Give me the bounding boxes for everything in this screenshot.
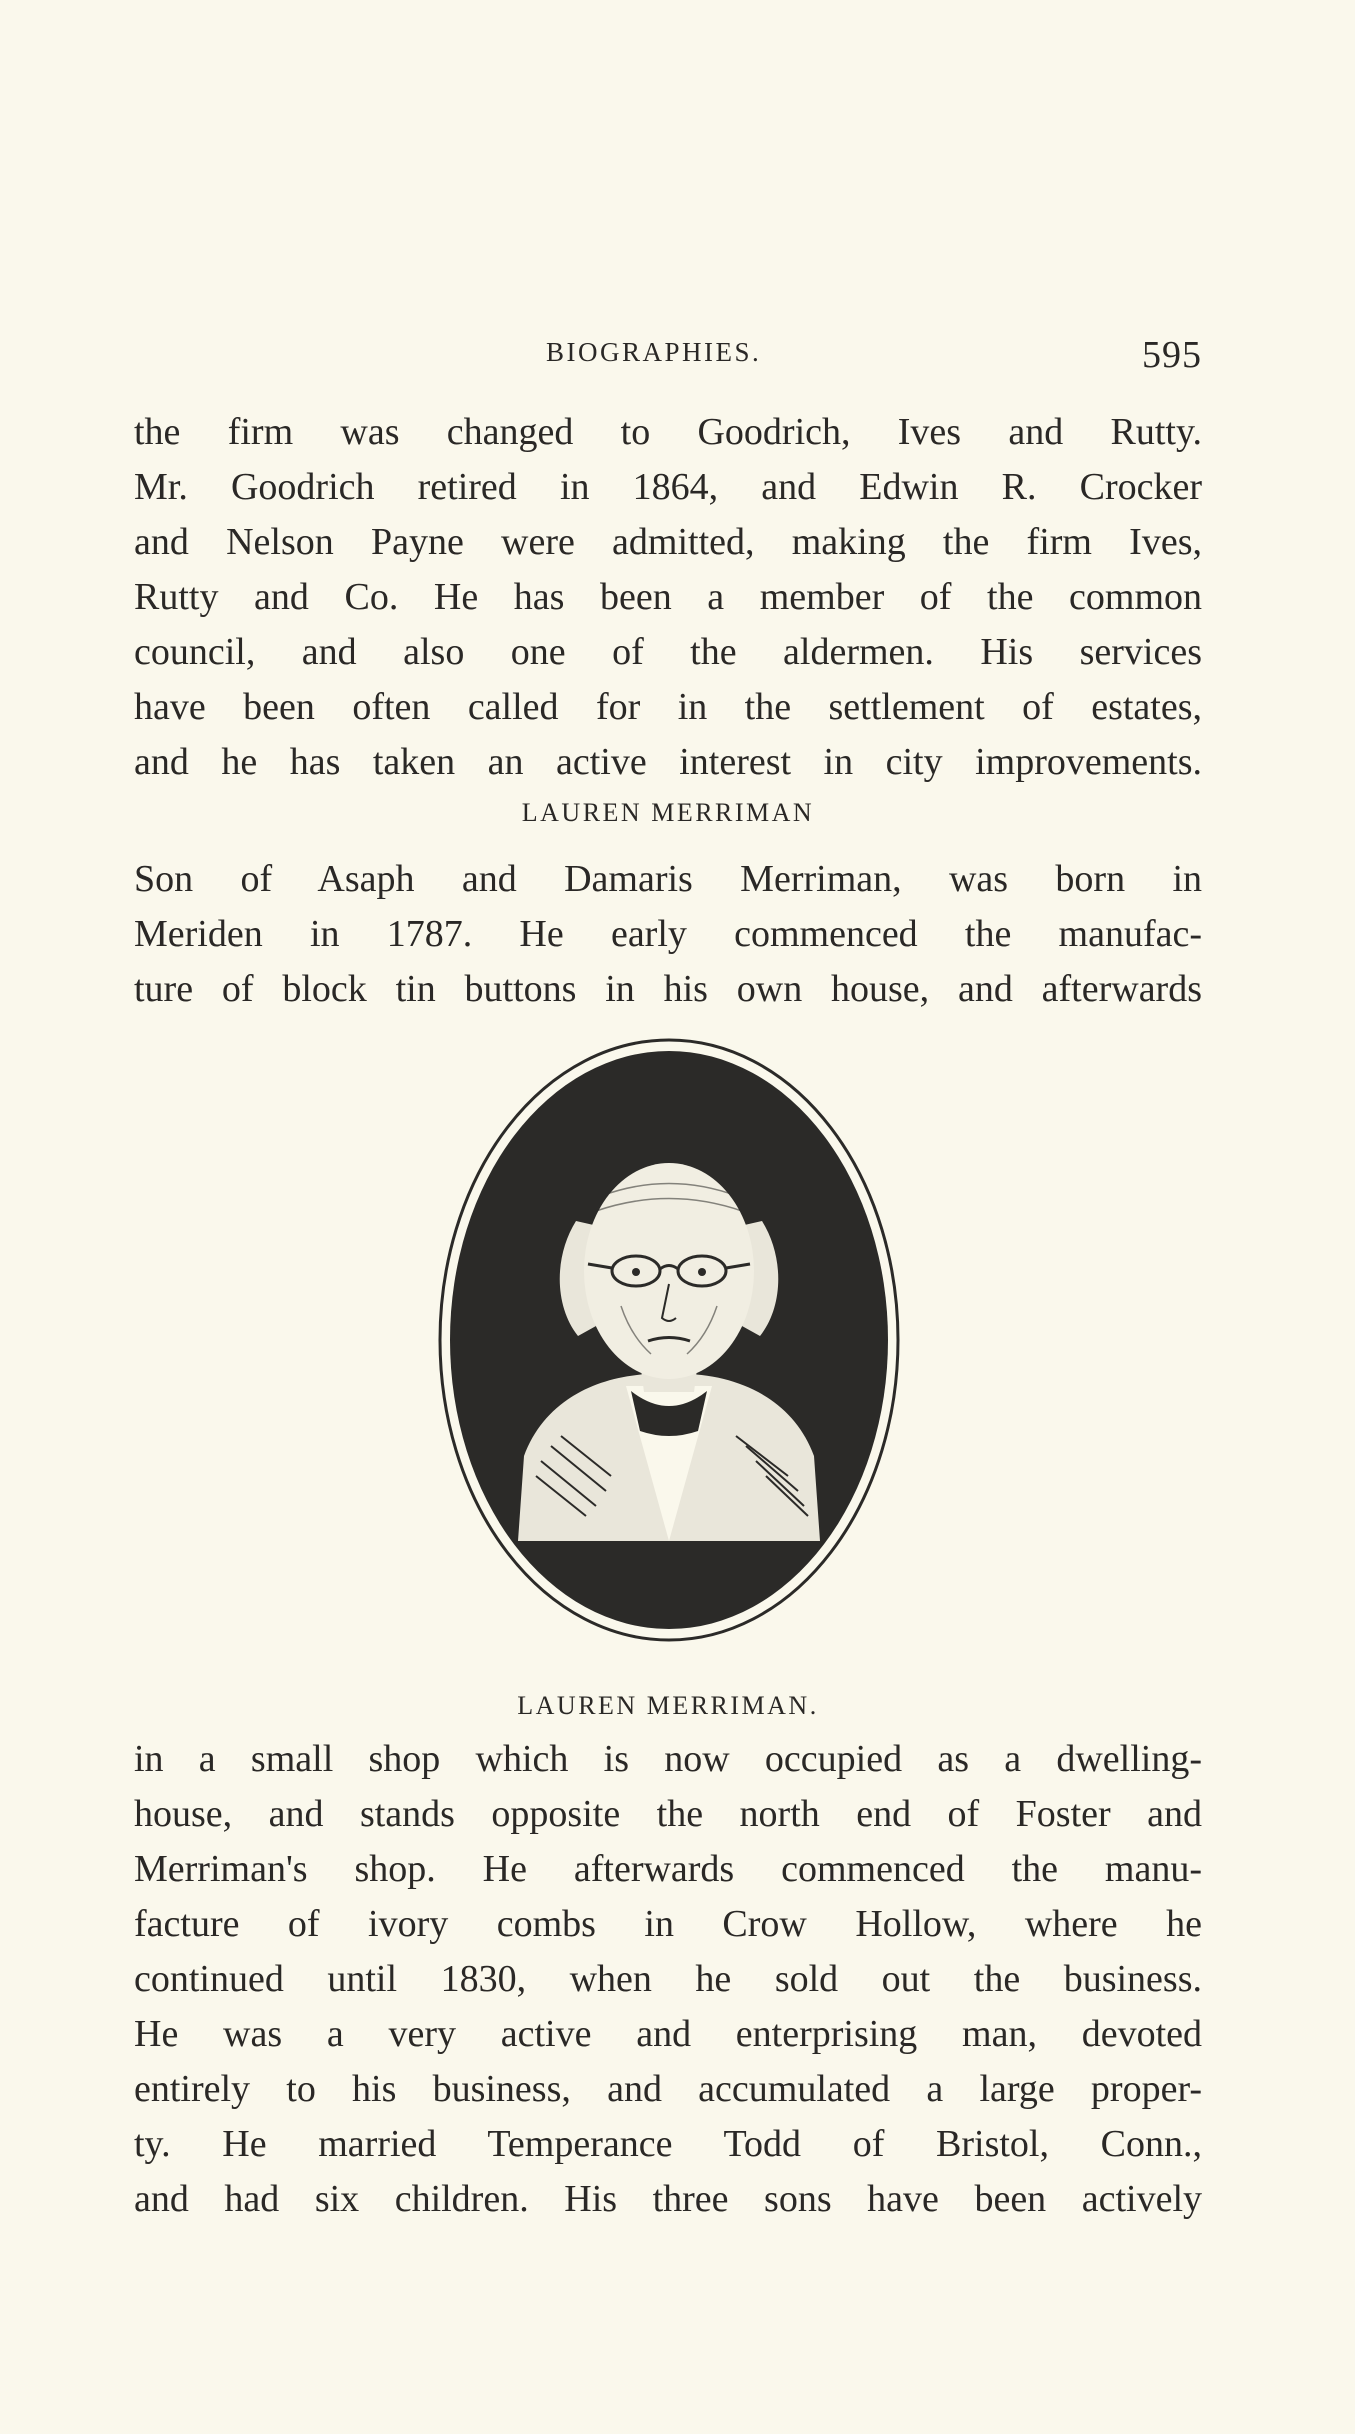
page-number: 595 (1142, 334, 1202, 376)
text-line: and had six children. His three sons have been actively (134, 2178, 1202, 2220)
portrait-engraving (436, 1036, 902, 1644)
text-line: Rutty and Co. He has been a member of the common (134, 576, 1202, 618)
paragraph-firm-history (134, 405, 1202, 790)
text-line: Merriman's shop. He afterwards commenced the manu- (134, 1848, 1202, 1890)
running-head: BIOGRAPHIES. (546, 337, 762, 367)
text-line: entirely to his business, and accumulated a large proper- (134, 2068, 1202, 2110)
text-line: and Nelson Payne were admitted, making the firm Ives, (134, 521, 1202, 563)
text-line: have been often called for in the settlement of estates, (134, 686, 1202, 728)
text-line: He was a very active and enterprising man, devoted (134, 2013, 1202, 2055)
portrait-head (584, 1163, 754, 1379)
paragraph-merriman-intro (134, 852, 1202, 1017)
section-heading: LAUREN MERRIMAN (521, 798, 815, 827)
text-line: Meriden in 1787. He early commenced the manufac- (134, 913, 1202, 955)
text-line: the firm was changed to Goodrich, Ives and Rutty. (134, 411, 1202, 453)
text-line: facture of ivory combs in Crow Hollow, where he (134, 1903, 1202, 1945)
portrait-caption: LAUREN MERRIMAN. (517, 1691, 819, 1720)
text-line: Mr. Goodrich retired in 1864, and Edwin R. Crocker (134, 466, 1202, 508)
text-line: continued until 1830, when he sold out the business. (134, 1958, 1202, 2000)
text-line: in a small shop which is now occupied as a dwelling- (134, 1738, 1202, 1780)
text-line: ture of block tin buttons in his own house, and afterwards (134, 968, 1202, 1010)
text-line: and he has taken an active interest in city improvements. (134, 741, 1202, 783)
text-line: council, and also one of the aldermen. His services (134, 631, 1202, 673)
text-line: house, and stands opposite the north end of Foster and (134, 1793, 1202, 1835)
text-line: ty. He married Temperance Todd of Bristol, Conn., (134, 2123, 1202, 2165)
paragraph-merriman-career (134, 1732, 1202, 2227)
text-line: Son of Asaph and Damaris Merriman, was born in (134, 858, 1202, 900)
page-header (134, 333, 1202, 383)
